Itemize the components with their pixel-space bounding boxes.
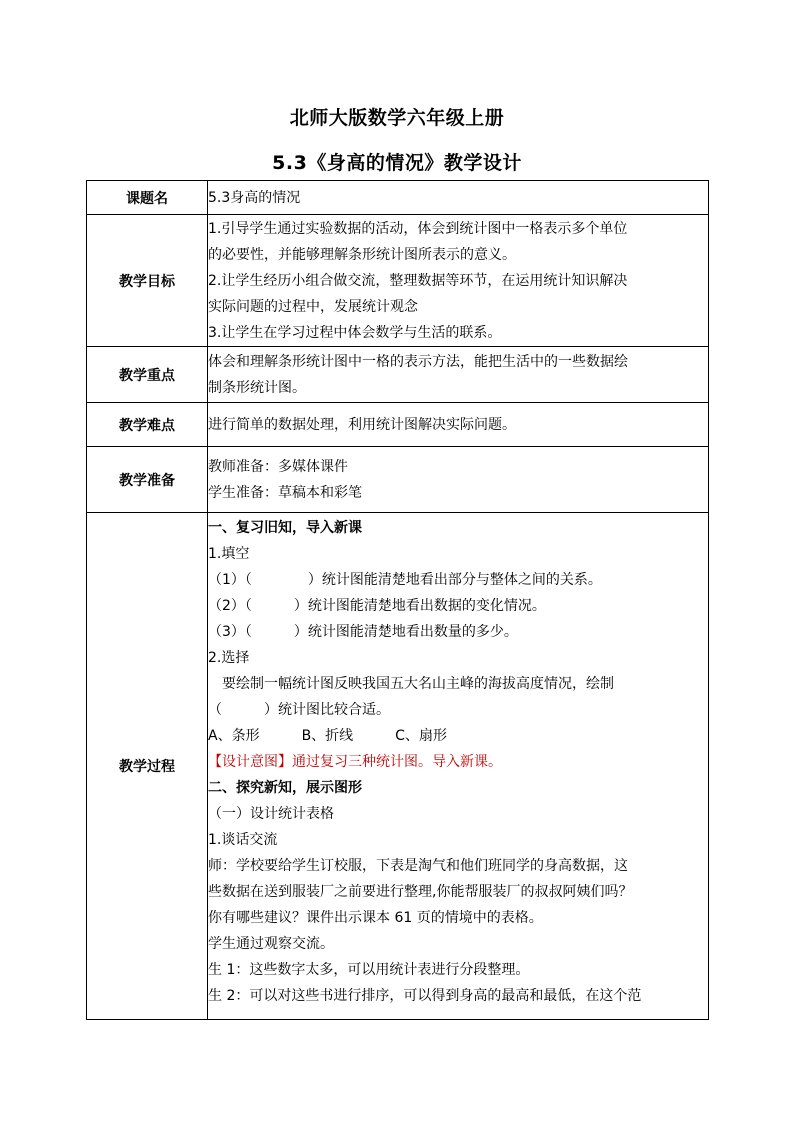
topic-value: 5.3身高的情况 <box>208 181 709 215</box>
subsection-title: （一）设计统计表格 <box>208 806 334 822</box>
goals-content <box>208 215 709 347</box>
design-intent-text: 通过复习三种统计图。导入新课。 <box>292 754 502 770</box>
choice-title: 2.选择 <box>208 650 250 666</box>
table-row <box>87 447 709 513</box>
design-intent-tag: 【设计意图】 <box>208 754 292 770</box>
fill-item: （3）（ ）统计图能清楚地看出数量的多少。 <box>208 624 518 640</box>
row-label-goals: 教学目标 <box>87 215 208 347</box>
key-line: 制条形统计图。 <box>208 379 306 396</box>
row-label-topic: 课题名 <box>87 181 208 215</box>
goals-line: 1.引导学生通过实验数据的活动，体会到统计图中一格表示多个单位 <box>208 220 628 237</box>
prep-line: 教师准备：多媒体课件 <box>208 458 348 475</box>
design-intent <box>208 749 708 775</box>
teacher-line: 你有哪些建议？课件出示课本 61 页的情境中的表格。 <box>208 910 543 926</box>
fill-item: （1）（ ）统计图能清楚地看出部分与整体之间的关系。 <box>208 572 602 588</box>
row-label-prep: 教学准备 <box>87 447 208 513</box>
row-label-difficulty: 教学难点 <box>87 403 208 447</box>
table-row <box>87 403 709 447</box>
choice-line: （ ）统计图比较合适。 <box>208 702 390 718</box>
observe-line: 学生通过观察交流。 <box>208 936 334 952</box>
choice-line: 要绘制一幅统计图反映我国五大名山主峰的海拔高度情况，绘制 <box>208 676 614 692</box>
table-row <box>87 347 709 403</box>
goals-line: 实际问题的过程中，发展统计观念 <box>208 298 418 315</box>
fill-item: （2）（ ）统计图能清楚地看出数据的变化情况。 <box>208 598 546 614</box>
student-line: 生 1：这些数字太多，可以用统计表进行分段整理。 <box>208 962 530 978</box>
table-row <box>87 513 709 1020</box>
difficulty-line: 进行简单的数据处理，利用统计图解决实际问题。 <box>208 416 516 433</box>
lesson-plan-table <box>86 180 709 1020</box>
process-content <box>208 513 709 1020</box>
prep-content <box>208 447 709 513</box>
prep-line: 学生准备：草稿本和彩笔 <box>208 484 362 501</box>
document-title: 北师大版数学六年级上册 <box>289 107 505 129</box>
section2-title: 二、探究新知，展示图形 <box>208 780 362 796</box>
goals-line: 3.让学生在学习过程中体会数学与生活的联系。 <box>208 324 502 341</box>
key-content <box>208 347 709 403</box>
document-subtitle: 5.3《身高的情况》教学设计 <box>272 152 522 174</box>
key-line: 体会和理解条形统计图中一格的表示方法，能把生活中的一些数据绘 <box>208 353 628 370</box>
talk-title: 1.谈话交流 <box>208 832 278 848</box>
goals-line: 2.让学生经历小组合做交流，整理数据等环节，在运用统计知识解决 <box>208 272 628 289</box>
table-row <box>87 215 709 347</box>
section1-title: 一、复习旧知，导入新课 <box>208 520 362 536</box>
difficulty-content <box>208 403 709 447</box>
student-line: 生 2：可以对这些书进行排序，可以得到身高的最高和最低，在这个范 <box>208 988 642 1004</box>
teacher-line: 师：学校要给学生订校服，下表是淘气和他们班同学的身高数据，这 <box>208 858 628 874</box>
table-row <box>87 181 709 215</box>
row-label-process: 教学过程 <box>87 513 208 1020</box>
fill-title: 1.填空 <box>208 546 250 562</box>
teacher-line: 些数据在送到服装厂之前要进行整理,你能帮服装厂的叔叔阿姨们吗？ <box>208 884 633 900</box>
row-label-key: 教学重点 <box>87 347 208 403</box>
goals-line: 的必要性，并能够理解条形统计图所表示的意义。 <box>208 246 516 263</box>
choice-options: A、条形 B、折线 C、扇形 <box>208 728 447 744</box>
